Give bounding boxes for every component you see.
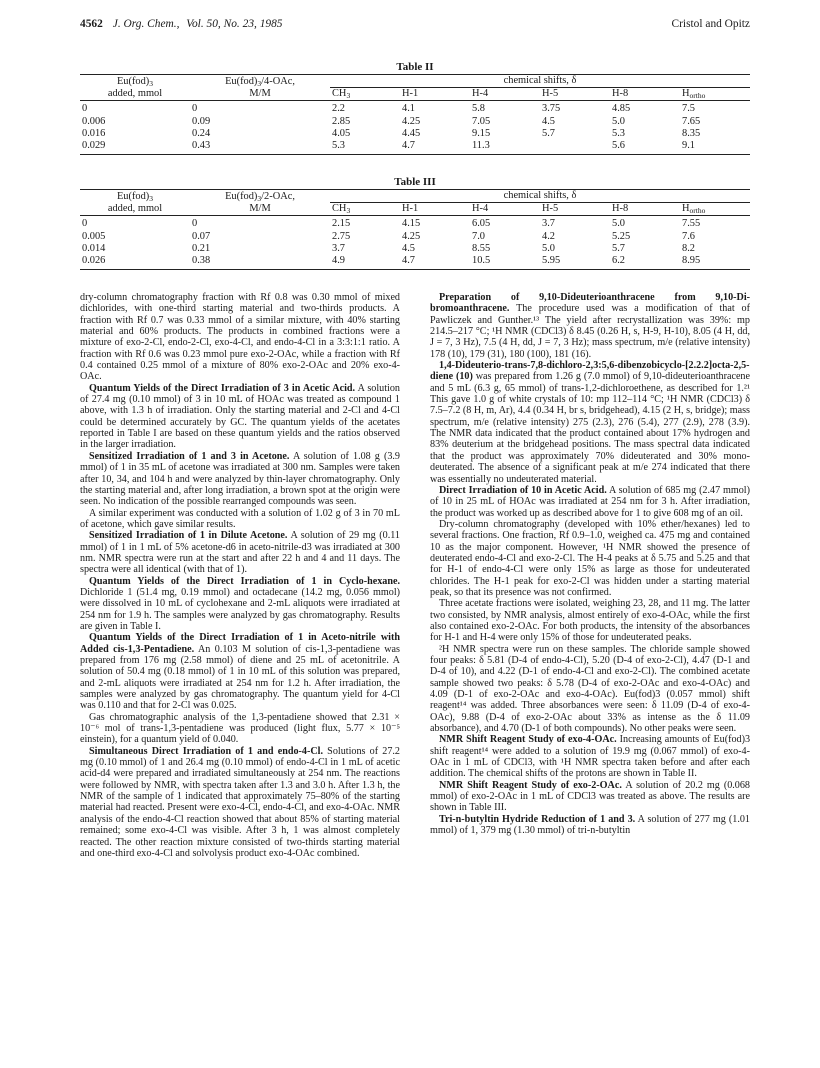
- paragraph: [80, 383, 400, 451]
- table-cell: 4.2: [542, 230, 555, 242]
- table-2-group-head: chemical shifts, δ: [330, 75, 750, 88]
- table-cell: 5.8: [472, 103, 485, 115]
- paragraph-text: Dichloride 1 (51.4 mg, 0.19 mmol) and octadecane (14.2 mg, 0.056 mmol) were dissolved in 10 mL of cyclohexane and 2-mL aliquots were irradiated at 254 nm for 1.9 h. The samples were analyzed by gas chromatography. Results are given in Table I.: [80, 586, 400, 632]
- table-cell: 0.21: [192, 242, 211, 254]
- journal-name: J. Org. Chem.,: [112, 18, 180, 30]
- paragraph: [430, 292, 750, 360]
- paragraph: [430, 519, 750, 598]
- right-column: [430, 292, 750, 837]
- paragraph-heading: 1,4-Dideuterio-trans-7,8-dichloro-2,3:5,6-dibenzobicyclo-[2.2.2]octa-2,5-diene (10): [430, 360, 750, 383]
- paragraph: [80, 576, 400, 633]
- paragraph: [430, 734, 750, 779]
- table-3-group-head: chemical shifts, δ: [330, 190, 750, 203]
- table-cell: 3.7: [332, 242, 345, 254]
- table-cell: 4.25: [402, 115, 421, 127]
- table-2-col1-head: $Eu(fod)_3$: [116, 75, 154, 88]
- paragraph-text: dry-column chromatography fraction with Rf 0.8 was 0.30 mmol of mixed dichlorides, with one-third starting material and two-thirds products. A fraction with Rf 0.7 was 0.33 mmol of a similar mixture, with 40% starting material and 60% products. The products in combined fractions were a mixture of exo-2-Cl, endo-2-Cl, exo-4-Cl, and endo-4-Cl in a 3:3:1:1 ratio. A fraction with Rf 0.6 was 0.23 mmol pure exo-2-OAc, while a fraction with Rf 0.4 contained 0.25 mmol of a mixture of 80% exo-2-OAc and 20% exo-4-OAc.: [80, 292, 400, 383]
- table-cell: 4.05: [332, 127, 351, 139]
- table-cell: 2.75: [332, 230, 351, 242]
- table-row: [80, 116, 750, 128]
- table-2-head-row-1: [80, 75, 750, 88]
- table-3-col2-head: $Eu(fod)_3/2$-OAc,: [225, 190, 295, 203]
- table-row: [80, 231, 750, 243]
- table-2-col1-head-line2: added, mmol: [107, 88, 163, 100]
- table-cell: 7.5: [682, 103, 695, 115]
- paragraph-heading: Tri-n-butyltin Hydride Reduction of 1 and 3.: [439, 813, 636, 825]
- paragraph: [430, 644, 750, 735]
- paragraph: [80, 530, 400, 575]
- table-3-head-row-1: [80, 190, 750, 203]
- table-cell: 4.45: [402, 127, 421, 139]
- paragraph-text: Dry-column chromatography (developed with 10% ether/hexanes) led to several fractions. One fraction, Rf 0.9–1.0, weighed ca. 475 mg and contained 10 as the major component. However, ¹H NMR showed the presence of deuterated endo-4-Cl and exo-2-Cl. The H-4 peaks at δ 5.75 and 5.25 and that for H-1 of endo-4-Cl were only 15% as large as those for undeuterated chlorides. The H-1 peak for exo-2-Cl was hidden under a starting material peak, so that its presence was not confirmed.: [430, 518, 750, 598]
- table-2-body: [80, 101, 750, 152]
- table-3-sub-head-h1: H-1: [402, 203, 419, 215]
- table-cell: 5.0: [612, 115, 625, 127]
- paragraph-text: Solutions of 27.2 mg (0.10 mmol) of 1 and 26.4 mg (0.10 mmol) of endo-4-Cl in 1 mL of acetic acid-d4 were prepared and irradiated simultaneously at 254 nm. The reactions were followed by NMR, with spectra taken after 1.3 and 3.0 h. After 1.3 h, the NMR of the sample of 1 indicated that approximately 75–80% of the starting material had reacted. Present were exo-4-Cl, endo-4-Cl, and exo-4-OAc. NMR analysis of the endo-4-Cl reaction showed that about 85% of starting material remained; some exo-4-Cl was visible. After 3 h, 1 was almost completely reacted. The other reaction mixture consisted of two-thirds starting material and one-third exo-4-Cl and solvolysis product exo-4-OAc combined.: [80, 745, 400, 859]
- paragraph-heading: Sensitized Irradiation of 1 and 3 in Acetone.: [89, 450, 290, 462]
- paragraph-text: A solution of 277 mg (1.01 mmol) of 1, 379 mg (1.30 mmol) of tri-n-butyltin: [430, 813, 750, 837]
- paragraph: [80, 292, 400, 383]
- table-cell: 0.029: [82, 140, 106, 152]
- paragraph-heading: NMR Shift Reagent Study of exo-2-OAc.: [439, 779, 622, 791]
- table-cell: [540, 140, 610, 152]
- paragraph-text: A similar experiment was conducted with a solution of 1.02 g of 3 in 70 mL of acetone, which gave similar results.: [80, 507, 400, 530]
- table-cell: 4.5: [542, 115, 555, 127]
- table-2-grid: [80, 74, 750, 155]
- header-left: [80, 18, 283, 34]
- table-cell: 10.5: [472, 255, 491, 267]
- table-cell: 0.43: [192, 140, 211, 152]
- table-2-sub-head-h4: H-4: [472, 88, 489, 100]
- table-cell: 3.7: [542, 218, 555, 230]
- table-2-head-row-2: [80, 88, 750, 101]
- table-cell: 4.1: [402, 103, 415, 115]
- paragraph-text: Gas chromatographic analysis of the 1,3-pentadiene showed that 2.31 × 10⁻⁶ mol of trans-1,3-pentadiene was produced (light flux, 5.77 × 10⁻⁵ einstein), for a quantum yield of 0.040.: [80, 711, 400, 746]
- table-cell: 4.5: [402, 242, 415, 254]
- paragraph: [430, 485, 750, 519]
- table-2-sub-head-hortho: $H_{ortho}$: [682, 88, 706, 101]
- table-cell: 4.15: [402, 218, 421, 230]
- table-cell: 0.006: [82, 115, 106, 127]
- table-cell: 0.38: [192, 255, 211, 267]
- table-3-sub-head-h8: H-8: [612, 203, 629, 215]
- table-cell: 8.55: [472, 242, 491, 254]
- table-cell: 5.95: [542, 255, 561, 267]
- page-number: 4562: [80, 18, 103, 30]
- table-cell: 6.05: [472, 218, 491, 230]
- paragraph-text: The procedure used was a modification of that of Pawliczek and Gunther.¹³ The yield after recrystallization was 39%: mp 214.5–217 °C; ¹H NMR (CDCl3) δ 8.45 (0.26 H, s, H-9, H-10), 8.05 (4 H, dd, J = 7, 3 Hz), 7.5 (4 H, dd, J = 7, 3 Hz); mass spectrum, m/e (relative intensity) 178 (10), 179 (31), 180 (100), 181 (16).: [430, 303, 750, 360]
- table-cell: 5.0: [542, 242, 555, 254]
- table-cell: 0.026: [82, 255, 106, 267]
- table-cell: 2.15: [332, 218, 351, 230]
- paragraph-heading: Quantum Yields of the Direct Irradiation of 1 in Aceto-nitrile with Added cis-1,3-Pentadiene.: [80, 632, 400, 655]
- table-3-sub-head-h5: H-5: [542, 203, 559, 215]
- table-3: [80, 175, 750, 270]
- table-cell: 7.6: [682, 230, 695, 242]
- table-3-body: [80, 216, 750, 267]
- table-cell: 0.24: [192, 127, 211, 139]
- table-cell: 7.05: [472, 115, 491, 127]
- table-cell: 4.9: [332, 255, 345, 267]
- paragraph-heading: Direct Irradiation of 10 in Acetic Acid.: [439, 484, 607, 496]
- table-cell: 5.7: [612, 242, 625, 254]
- table-cell: 5.3: [332, 140, 345, 152]
- table-3-grid: [80, 189, 750, 270]
- table-row: [80, 140, 750, 152]
- table-row: [80, 101, 750, 116]
- paragraph-text: A solution of 20.2 mg (0.068 mmol) of exo-2-OAc in 1 mL of CDCl3 was treated as above. The results are shown in Table III.: [430, 779, 750, 814]
- table-3-title: Table III: [394, 176, 436, 188]
- table-cell: 4.85: [612, 103, 631, 115]
- table-2-col2-head: $Eu(fod)_3/4$-OAc,: [225, 75, 295, 88]
- paragraph-heading: Quantum Yields of the Direct Irradiation of 3 in Acetic Acid.: [89, 382, 356, 394]
- header-authors: Cristol and Opitz: [671, 18, 750, 30]
- table-cell: 0: [82, 103, 88, 115]
- paragraph-heading: Quantum Yields of the Direct Irradiation of 1 in Cyclo-hexane.: [89, 575, 400, 587]
- table-2-title: Table II: [396, 61, 434, 73]
- table-cell: 8.35: [682, 127, 701, 139]
- table-row: [80, 128, 750, 140]
- table-cell: 9.15: [472, 127, 491, 139]
- paragraph-text: ²H NMR spectra were run on these samples. The chloride sample showed four peaks: δ 5.81 (D-4 of endo-4-Cl), 5.20 (D-4 of exo-2-Cl), 4.47 (D-1 and D-4 of 10), and 4.22 (D-1 of endo-4-Cl and exo-2-Cl). The combined acetate sample showed two peaks: δ 5.78 (D-4 of exo-2-OAc and exo-4-OAc) and 4.09 (D-1 of exo-2-OAc and exo-4-OAc). Eu(fod)3 (0.057 mmol) shift reagent¹⁴ was added. Three absorbances were seen: δ 11.09 (D-4 of exo-4-OAc), 9.88 (D-4 of exo-2-OAc about 33% as intense as the δ 11.09 absorbance), and 4.70 (D-1 of both compounds). No other peaks were seen.: [430, 643, 750, 735]
- table-cell: 7.65: [682, 115, 701, 127]
- paragraph: [80, 632, 400, 711]
- table-cell: 5.6: [612, 140, 625, 152]
- paragraph-text: Increasing amounts of Eu(fod)3 shift reagent¹⁴ were added to a solution of 19.9 mg (0.067 mmol) of exo-4-OAc in 1 mL of CDCl3, with ¹H NMR spectra taken before and after each addition. The chemical shifts of the protons are shown in Table II.: [430, 734, 751, 780]
- table-cell: 7.0: [472, 230, 485, 242]
- paragraph-text: An 0.103 M solution of cis-1,3-pentadiene was prepared from 176 mg (2.58 mmol) of diene and 25 mL of acetonitrile. A solution of 50.4 mg (0.18 mmol) of 1 in 10 mL of this solution was prepared, and 2-mL aliquots were irradiated at 254 nm for 1.2 h. After irradiation, the samples were analyzed by gas chromatography. The quantum yield for 4-Cl was 0.110 and that for 2-Cl was 0.025.: [80, 643, 400, 712]
- table-row: [80, 243, 750, 255]
- table-2-col2-head-line2: M/M: [249, 88, 271, 100]
- table-2: [80, 60, 750, 155]
- table-3-head-row-2: [80, 203, 750, 216]
- journal-volume: Vol. 50, No. 23, 1985: [186, 18, 283, 30]
- paragraph: [80, 712, 400, 746]
- table-cell: 8.2: [682, 242, 695, 254]
- table-cell: 5.3: [612, 127, 625, 139]
- paragraph: [80, 508, 400, 531]
- table-3-sub-head-ch3: $CH_3$: [332, 203, 351, 216]
- paragraph-text: A solution of 685 mg (2.47 mmol) of 10 in 25 mL of HOAc was irradiated at 254 nm for 3 h. After irradiation, the product was worked up as described above for 1 to give 608 mg of an oil.: [430, 484, 750, 519]
- table-cell: 0: [192, 103, 198, 115]
- paragraph-heading: Simultaneous Direct Irradiation of 1 and endo-4-Cl.: [89, 745, 323, 757]
- paragraph-heading: Preparation of 9,10-Dideuterioanthracene from 9,10-Di-bromoanthracene.: [430, 292, 750, 315]
- table-cell: 0.014: [82, 242, 106, 254]
- table-cell: 0.005: [82, 230, 106, 242]
- table-3-col2-head-line2: M/M: [249, 203, 271, 215]
- paragraph-text: A solution of 27.4 mg (0.10 mmol) of 3 in 10 mL of HOAc was treated as compound 1 above, with 1.3 h of irradiation. Only the starting material and 2-Cl and 4-Cl could be determined accurately by GC. The quantum yields of the acetates reported in Table I are based on these quantum yields and the ratios observed in the larger irradiation.: [80, 382, 400, 451]
- table-2-sub-head-h5: H-5: [542, 88, 559, 100]
- table-cell: 4.25: [402, 230, 421, 242]
- paragraph-heading: NMR Shift Reagent Study of exo-4-OAc.: [439, 734, 617, 746]
- paragraph: [430, 598, 750, 643]
- table-cell: 11.3: [472, 140, 490, 152]
- paragraph-text: was prepared from 1.26 g (7.0 mmol) of 9,10-dideuterioanthracene and 5 mL (6.3 g, 65 mmol) of trans-1,2-dichloroethene, as described for 1.²¹ This gave 1.0 g of white crystals of 10: mp 112–114 °C; ¹H NMR (CDCl3) δ 7.5–7.2 (8 H, m, Ar), 4.4 (0.34 H, br s, bridgehead), 4.15 (2 H, s, bridge); mass spectrum, m/e (relative intensity) 275 (2.3), 276 (5.4), 277 (2.9), 278 (3.9). The NMR data indicated that the product contained about 17% hydrogen and 83% deuterium at the bridgehead positions. The mass spectral data indicated that the product was approximately 70% dideuterated and 30% mono-deuterated. The absence of a significant peak at m/e 274 indicated that there was essentially no undeuterated material.: [430, 371, 750, 485]
- paragraph-heading: Sensitized Irradiation of 1 in Dilute Acetone.: [89, 530, 288, 542]
- paragraph: [80, 451, 400, 508]
- table-cell: 6.2: [612, 255, 625, 267]
- table-cell: 8.95: [682, 255, 701, 267]
- paragraph-text: Three acetate fractions were isolated, weighing 23, 28, and 11 mg. The latter two consisted, by NMR analysis, almost entirely of exo-4-OAc, while the first also contained exo-2-OAc. For both products, the intensity of the absorbances for H-1 and H-4 were only 15% of those for undeuterated peaks.: [430, 598, 750, 644]
- table-cell: 4.7: [402, 140, 415, 152]
- running-header: [80, 18, 750, 34]
- table-cell: 5.25: [612, 230, 631, 242]
- paragraph: [80, 746, 400, 859]
- table-3-sub-head-h4: H-4: [472, 203, 489, 215]
- table-2-end-rule: [80, 152, 750, 155]
- table-cell: 0: [82, 218, 88, 230]
- paragraph-text: A solution of 1.08 g (3.9 mmol) of 1 in 35 mL of acetone was irradiated at 300 nm. Samples were taken after 10, 34, and 104 h and were analyzed by thin-layer chromatography. Only the starting material and, after long irradiation, a brown spot at the origin were seen. No indication of the possible rearranged compounds was seen.: [80, 450, 400, 508]
- table-cell: 5.7: [542, 127, 555, 139]
- table-3-col1-head-line2: added, mmol: [107, 203, 163, 215]
- table-2-sub-head-h1: H-1: [402, 88, 419, 100]
- table-cell: 0.07: [192, 230, 211, 242]
- table-cell: 3.75: [542, 103, 561, 115]
- table-cell: 7.55: [682, 218, 701, 230]
- body-columns: [80, 292, 750, 1052]
- table-cell: 2.85: [332, 115, 351, 127]
- table-cell: 0.09: [192, 115, 211, 127]
- left-column: [80, 292, 400, 859]
- table-cell: 0.016: [82, 127, 106, 139]
- paragraph: [430, 780, 750, 814]
- paragraph: [430, 814, 750, 837]
- table-2-sub-head-ch3: $CH_3$: [332, 88, 351, 101]
- table-3-col1-head: $Eu(fod)_3$: [116, 190, 154, 203]
- table-cell: 0: [192, 218, 198, 230]
- table-cell: 2.2: [332, 103, 345, 115]
- table-cell: 5.0: [612, 218, 625, 230]
- table-3-end-rule: [80, 267, 750, 270]
- table-row: [80, 255, 750, 267]
- paragraph-text: A solution of 29 mg (0.11 mmol) of 1 in 1 mL of 5% acetone-d6 in aceto-nitrile-d3 was irradiated at 300 nm. NMR spectra were run at the start and after 22 h and 4 and 11 days. The spectra were all identical (with that of 1).: [80, 530, 400, 576]
- table-2-sub-head-h8: H-8: [612, 88, 629, 100]
- table-3-sub-head-hortho: $H_{ortho}$: [682, 203, 706, 216]
- table-cell: 4.7: [402, 255, 415, 267]
- table-cell: 9.1: [682, 140, 695, 152]
- table-row: [80, 216, 750, 231]
- paragraph: [430, 360, 750, 485]
